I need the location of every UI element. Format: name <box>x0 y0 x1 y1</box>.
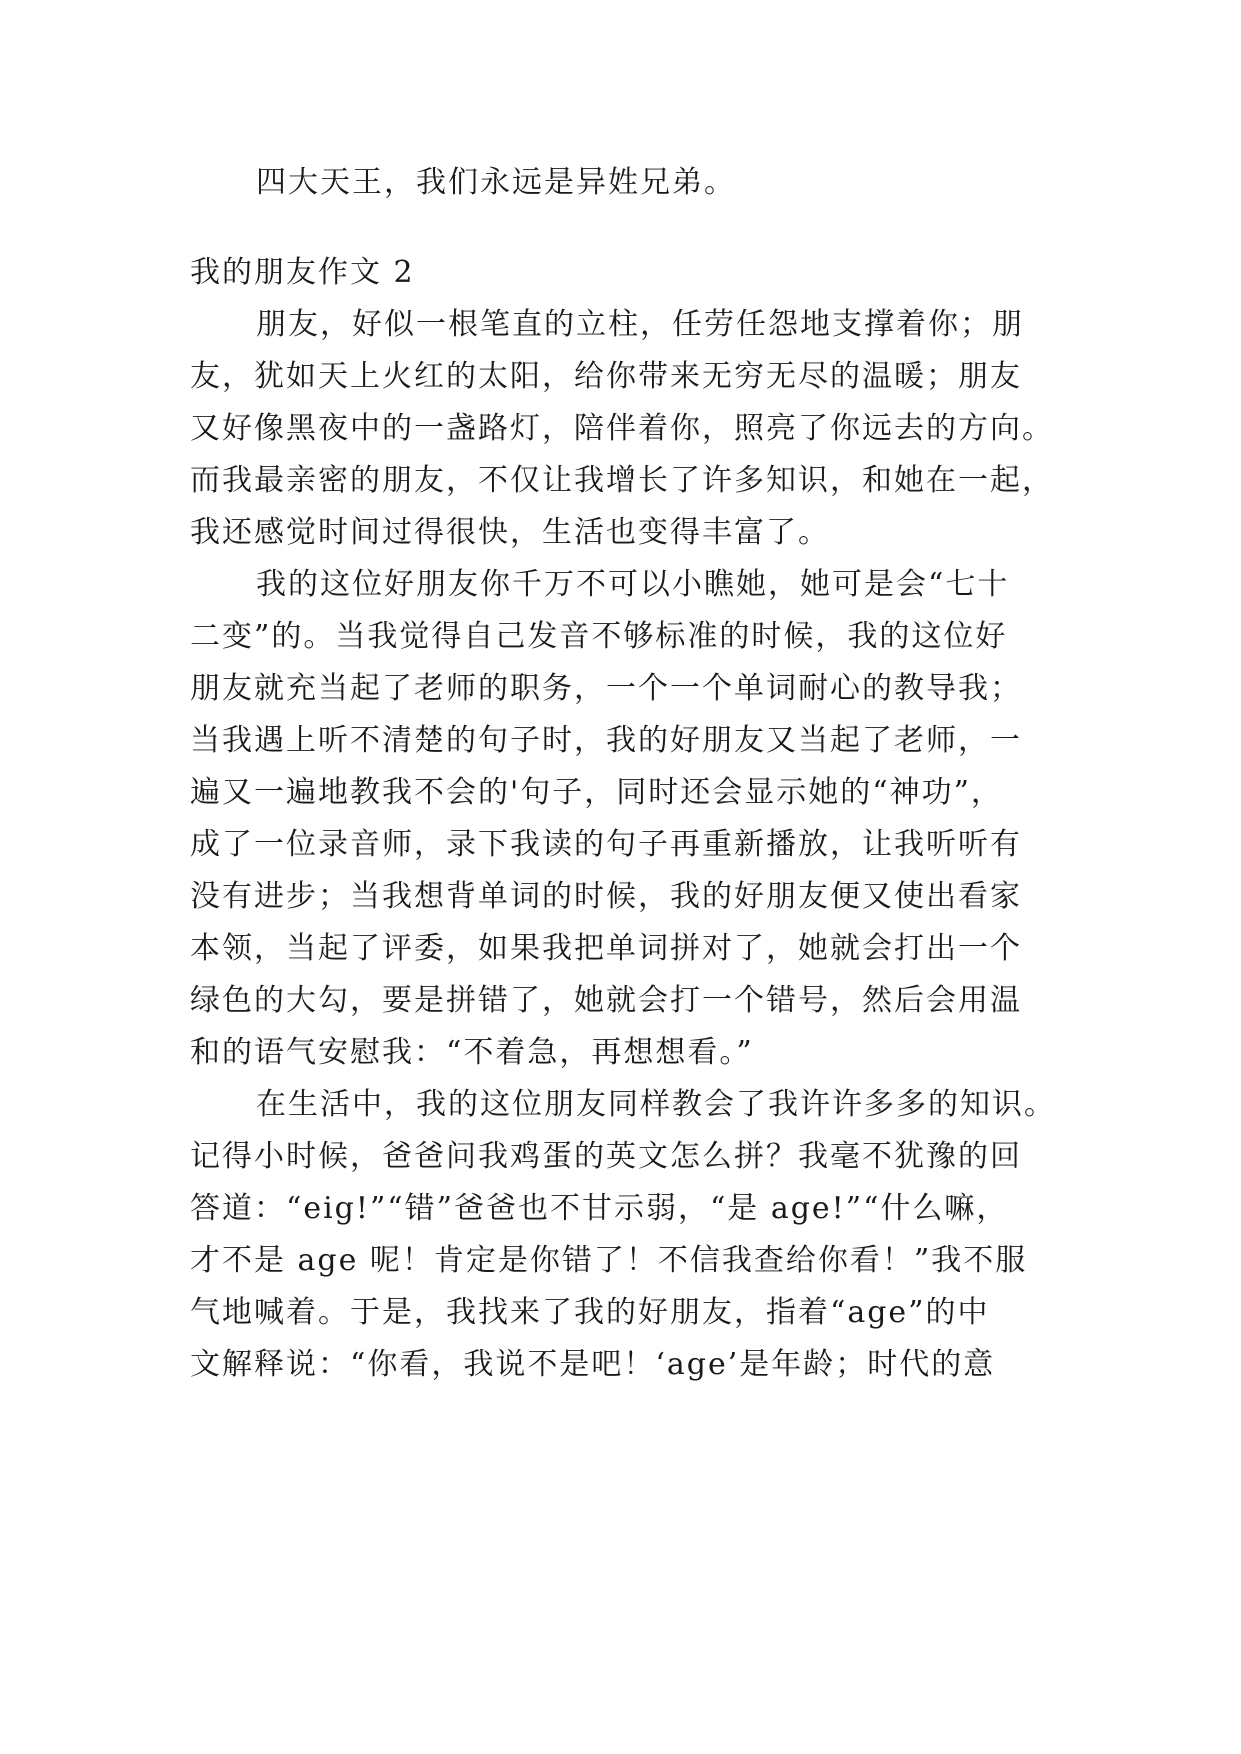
paragraph-line: 绿色的大勾，要是拼错了，她就会打一个错号，然后会用温 <box>190 983 1022 1018</box>
paragraph-line: 没有进步；当我想背单词的时候，我的好朋友便又使出看家 <box>190 879 1022 914</box>
paragraph-line: 友，犹如天上火红的太阳，给你带来无穷无尽的温暖；朋友 <box>190 359 1022 394</box>
section-title: 我的朋友作文 2 <box>190 255 415 290</box>
paragraph-line: 记得小时候，爸爸问我鸡蛋的英文怎么拼？我毫不犹豫的回 <box>190 1139 1022 1174</box>
paragraph-line: 才不是 age 呢！肯定是你错了！不信我查给你看！”我不服 <box>190 1243 1028 1278</box>
paragraph-line: 我的这位好朋友你千万不可以小瞧她，她可是会“七十 <box>256 567 1010 602</box>
paragraph-line: 本领，当起了评委，如果我把单词拼对了，她就会打出一个 <box>190 931 1022 966</box>
paragraph-line: 在生活中，我的这位朋友同样教会了我许许多多的知识。 <box>256 1087 1056 1122</box>
paragraph-line: 四大天王，我们永远是异姓兄弟。 <box>256 165 736 200</box>
paragraph-line: 朋友就充当起了老师的职务，一个一个单词耐心的教导我； <box>190 671 1022 706</box>
paragraph-line: 又好像黑夜中的一盏路灯，陪伴着你，照亮了你远去的方向。 <box>190 411 1054 446</box>
paragraph-line: 和的语气安慰我：“不着急，再想想看。” <box>190 1035 754 1070</box>
paragraph-line: 答道：“eig!”“错”爸爸也不甘示弱，“是 age!”“什么嘛， <box>190 1191 1009 1226</box>
paragraph-line: 二变”的。当我觉得自己发音不够标准的时候，我的这位好 <box>190 619 1008 654</box>
paragraph-line: 遍又一遍地教我不会的'句子，同时还会显示她的“神功”， <box>190 775 1003 810</box>
paragraph-line: 当我遇上听不清楚的句子时，我的好朋友又当起了老师，一 <box>190 723 1022 758</box>
paragraph-line: 朋友，好似一根笔直的立柱，任劳任怨地支撑着你；朋 <box>256 307 1024 342</box>
paragraph-line: 文解释说：“你看，我说不是吧！‘age’是年龄；时代的意 <box>190 1347 996 1382</box>
paragraph-line: 而我最亲密的朋友，不仅让我增长了许多知识，和她在一起， <box>190 463 1054 498</box>
paragraph-line: 气地喊着。于是，我找来了我的好朋友，指着“age”的中 <box>190 1295 990 1330</box>
paragraph-line: 我还感觉时间过得很快，生活也变得丰富了。 <box>190 515 830 550</box>
paragraph-line: 成了一位录音师，录下我读的句子再重新播放，让我听听有 <box>190 827 1022 862</box>
